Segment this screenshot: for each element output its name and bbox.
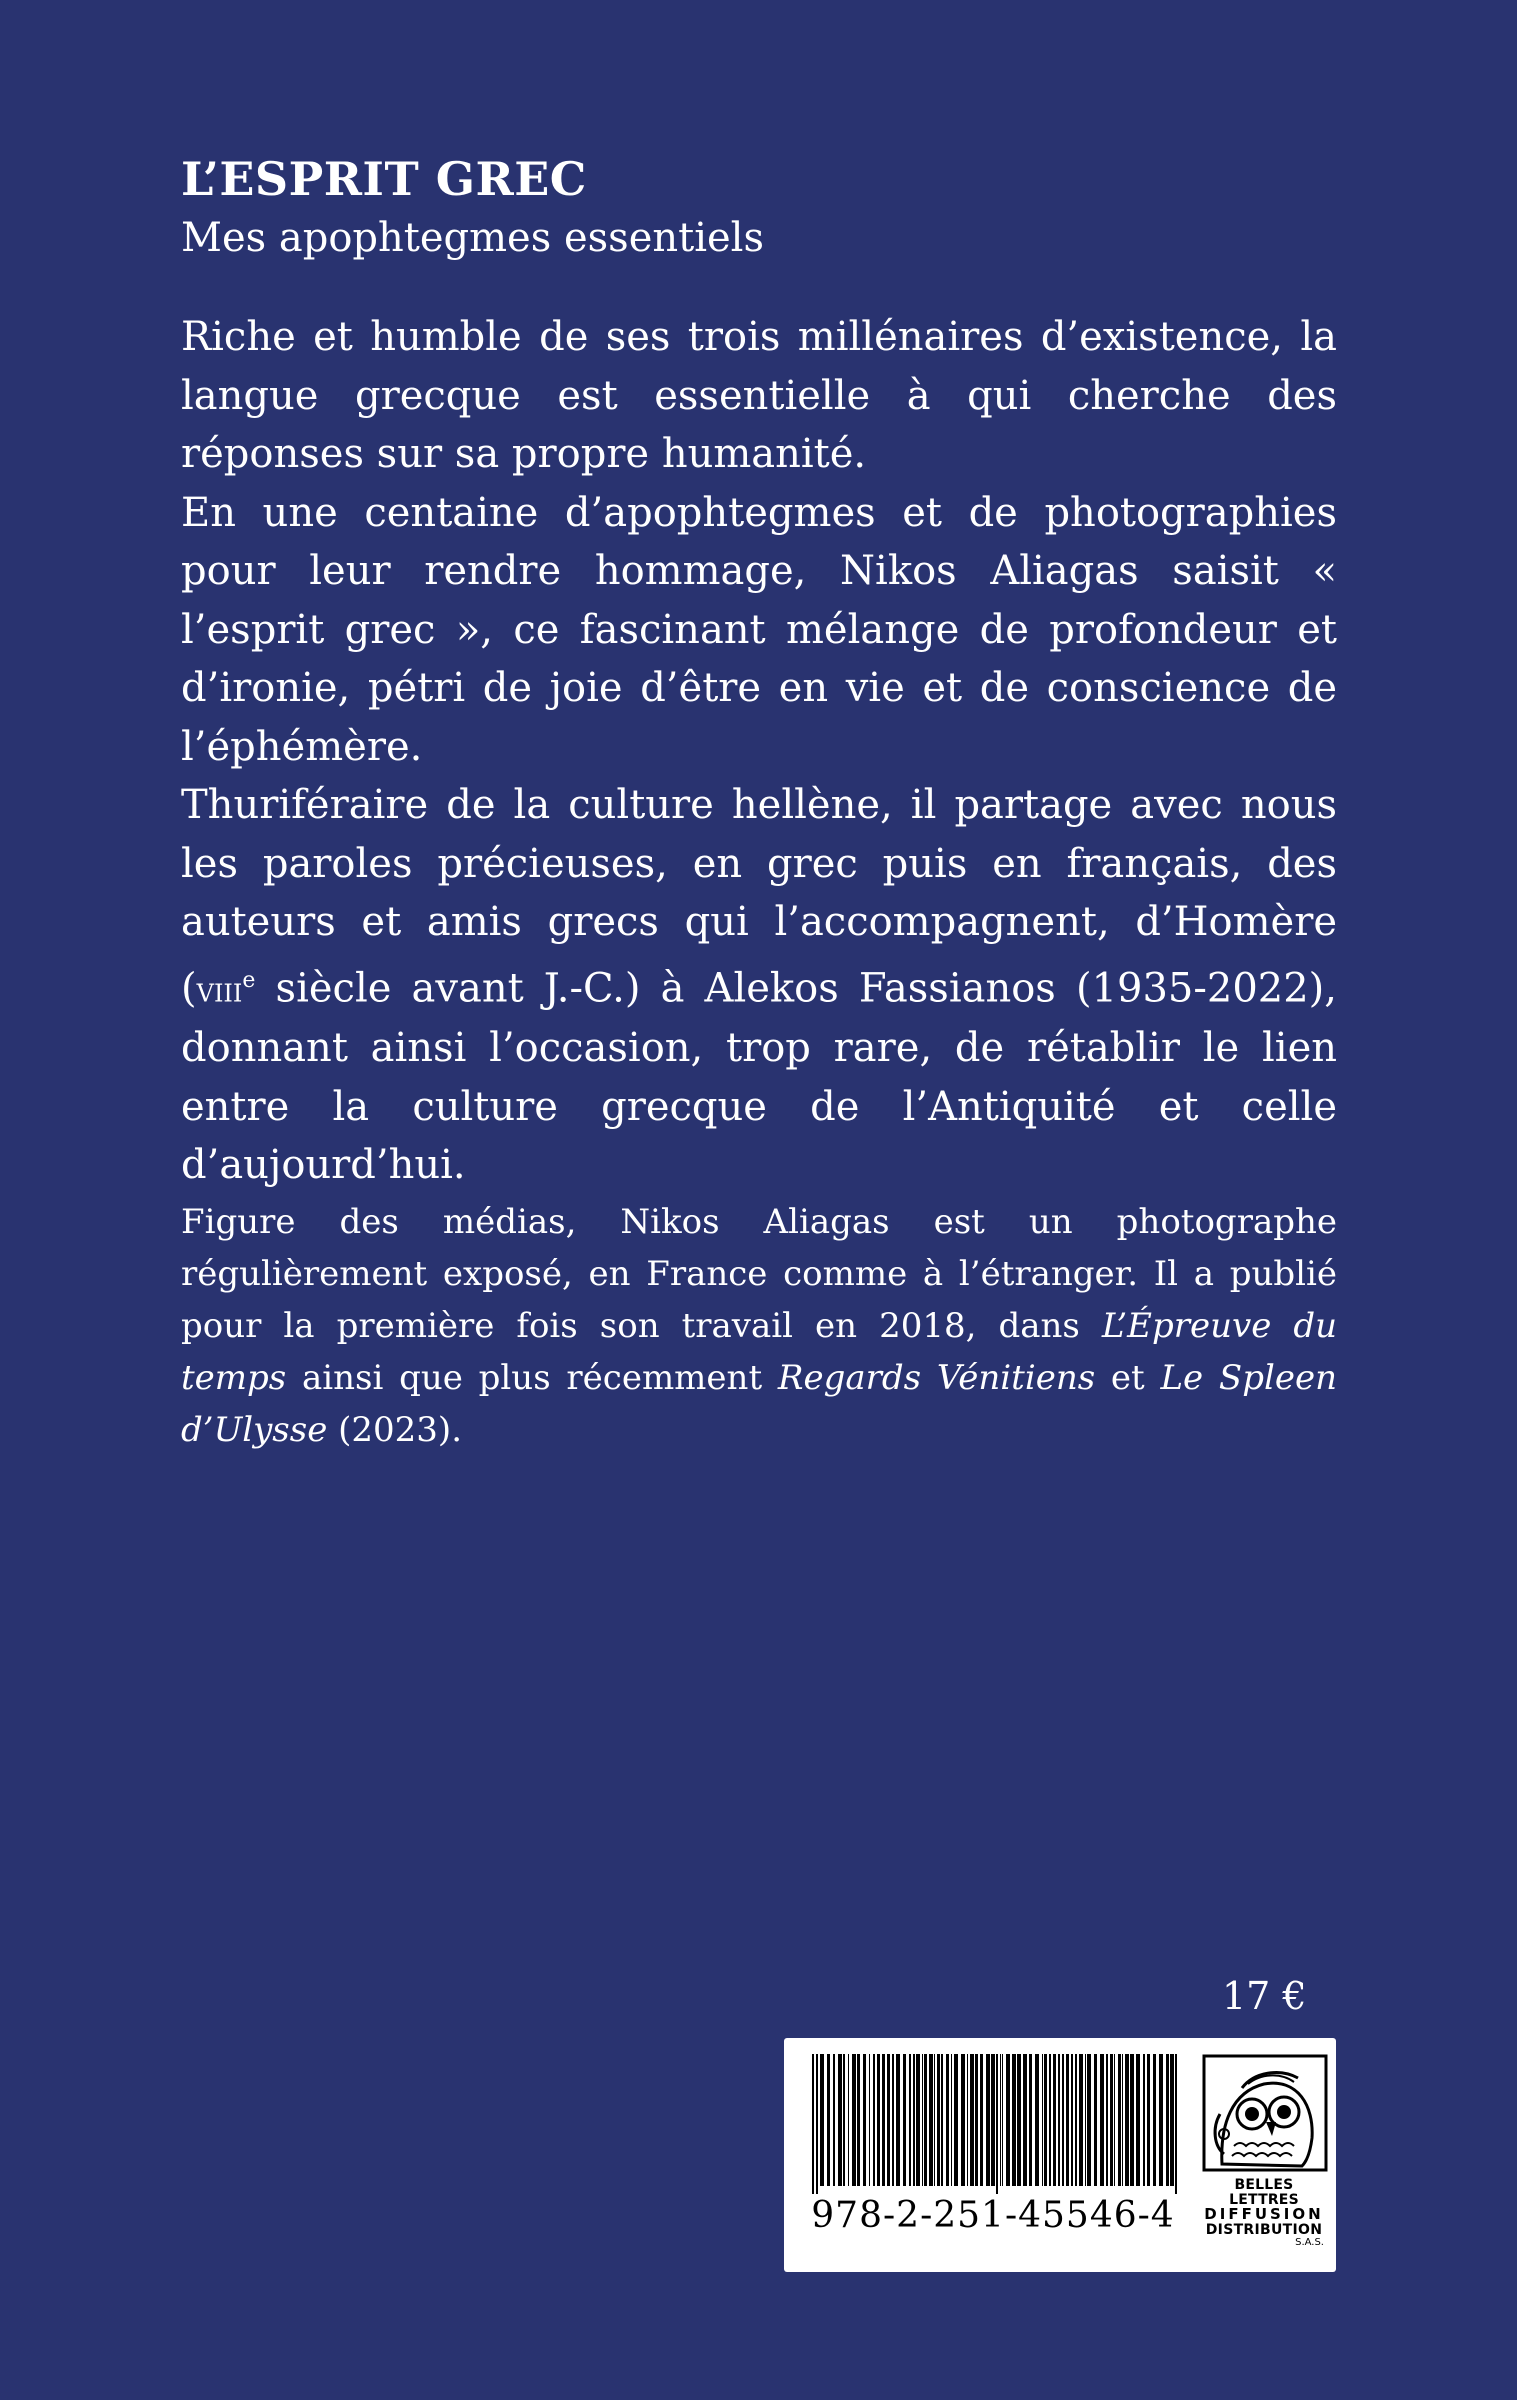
blurb-paragraph-2: En une centaine d’apophtegmes et de photographies pour leur rendre hommage, Nikos Aliagas saisit « l’esprit grec », ce fascinant mélange de profondeur et d’ironie, pétri de joie d’être en vie et de conscience de l’éphémère.: [181, 489, 1337, 770]
bio-text-4: (2023).: [327, 1410, 462, 1450]
barcode-bar: [941, 2054, 943, 2186]
barcode-bar: [916, 2054, 920, 2186]
barcode-bar: [1075, 2054, 1077, 2186]
barcode-bar: [1042, 2054, 1043, 2186]
barcode-bar: [1049, 2054, 1051, 2186]
barcode-bar: [996, 2054, 998, 2194]
price: 17 €: [1222, 1974, 1307, 2018]
barcode-bar: [873, 2054, 875, 2186]
owl-logo-icon: [1202, 2054, 1328, 2172]
barcode-bar: [1159, 2054, 1163, 2186]
barcode-bar: [877, 2054, 880, 2186]
barcode-bar: [1062, 2054, 1064, 2186]
barcode-bar: [892, 2054, 894, 2186]
barcode-bar: [1053, 2054, 1056, 2186]
barcode-bar: [937, 2054, 940, 2186]
barcode-bar: [1000, 2054, 1001, 2186]
barcode-bar: [882, 2054, 885, 2186]
barcode-bar: [887, 2054, 890, 2186]
barcode-bar: [1106, 2054, 1108, 2186]
book-subtitle: Mes apophtegmes essentiels: [181, 215, 764, 261]
barcode-bar: [827, 2054, 830, 2186]
barcode-bar: [1170, 2054, 1174, 2186]
barcode-bar: [1071, 2054, 1073, 2186]
barcode-bar: [954, 2054, 958, 2186]
blurb-paragraph-1: Riche et humble de ses trois millénaires d’existence, la langue grecque est essentielle à qui cherche des réponses sur sa propre humanité.: [181, 314, 1337, 477]
barcode-bar: [1147, 2054, 1150, 2186]
publisher-line-2: DIFFUSION: [1204, 2205, 1324, 2224]
publisher-name: [1200, 2178, 1328, 2248]
barcode: [810, 2054, 1182, 2194]
century-superscript: e: [242, 967, 256, 993]
barcode-bar: [1143, 2054, 1145, 2186]
barcode-bar: [1002, 2054, 1003, 2186]
blurb-p3-after: siècle avant J.-C.) à Alekos Fassianos (1935-2022), donnant ainsi l’occasion, trop rare, de rétablir le lien entre la culture grecque de l’Antiquité et celle d’aujourd’hui.: [181, 964, 1337, 1189]
century-numeral: viii: [196, 969, 243, 1010]
barcode-bar: [909, 2054, 911, 2186]
barcode-bar: [1166, 2054, 1169, 2186]
barcode-bar: [929, 2054, 933, 2186]
barcode-bar: [1110, 2054, 1113, 2186]
bio-title-3: Le Spleen d’Ulysse: [181, 1358, 1337, 1450]
barcode-bar: [913, 2054, 915, 2186]
barcode-bar: [843, 2054, 845, 2186]
barcode-bar: [1094, 2054, 1097, 2186]
bio-text-3: et: [1095, 1358, 1161, 1398]
barcode-bar: [980, 2054, 983, 2186]
book-title: L’ESPRIT GREC: [181, 152, 587, 206]
barcode-bar: [1085, 2054, 1086, 2186]
barcode-bar: [1100, 2054, 1104, 2186]
barcode-bar: [1079, 2054, 1083, 2186]
barcode-bar: [1017, 2054, 1021, 2186]
barcode-bar: [975, 2054, 978, 2186]
barcode-bar: [1122, 2054, 1123, 2186]
barcode-bar: [848, 2054, 849, 2186]
barcode-bar: [816, 2054, 818, 2194]
barcode-bar: [991, 2054, 995, 2186]
barcode-bar: [922, 2054, 923, 2186]
blurb: [181, 308, 1337, 1195]
barcode-bar: [951, 2054, 952, 2186]
barcode-bar: [1087, 2054, 1091, 2186]
barcode-bar: [1012, 2054, 1016, 2186]
barcode-bar: [924, 2054, 927, 2186]
barcode-bar: [1153, 2054, 1156, 2186]
barcode-bar: [903, 2054, 906, 2186]
barcode-bar: [970, 2054, 974, 2186]
barcode-bar: [869, 2054, 870, 2186]
barcode-bar: [1125, 2054, 1129, 2186]
barcode-bar: [1044, 2054, 1047, 2186]
barcode-bar: [934, 2054, 935, 2186]
barcode-bar: [838, 2054, 842, 2186]
publisher-line-4: S.A.S.: [1295, 2236, 1324, 2248]
barcode-bar: [857, 2054, 860, 2186]
barcode-bar: [812, 2054, 814, 2194]
barcode-bar: [986, 2054, 990, 2186]
barcode-bar: [1035, 2054, 1039, 2186]
barcode-bar: [1029, 2054, 1032, 2186]
barcode-bar: [863, 2054, 866, 2186]
barcode-bar: [967, 2054, 968, 2186]
barcode-bar: [833, 2054, 835, 2186]
barcode-bar: [1118, 2054, 1121, 2186]
barcode-bar: [1175, 2054, 1177, 2194]
barcode-bar: [946, 2054, 949, 2186]
bio-text-1: Figure des médias, Nikos Aliagas est un photographe régulièrement exposé, en France comme à l’étranger. Il a publié pour la première fois son travail en 2018, dans: [181, 1202, 1337, 1346]
blurb-paragraph-3: [181, 776, 1337, 1195]
publisher-line-1: BELLES LETTRES: [1229, 2177, 1299, 2208]
bio-title-1: L’Épreuve du temps: [181, 1306, 1338, 1398]
barcode-bar: [1006, 2054, 1010, 2186]
barcode-bar: [1066, 2054, 1069, 2186]
barcode-bar: [1136, 2054, 1140, 2186]
barcode-bar: [1130, 2054, 1134, 2186]
barcode-bar: [1023, 2054, 1027, 2186]
author-bio: [181, 1196, 1337, 1456]
barcode-bar: [820, 2054, 824, 2186]
barcode-bar: [896, 2054, 900, 2186]
barcode-bar: [1058, 2054, 1060, 2186]
bio-text-2: ainsi que plus récemment: [286, 1358, 778, 1398]
bio-title-2: Regards Vénitiens: [777, 1358, 1096, 1398]
isbn-number: 978-2-251-45546-4: [811, 2195, 1175, 2236]
blurb-p3-before: Thuriféraire de la culture hellène, il partage avec nous les paroles précieuses, en grec puis en français, des auteurs et amis grecs qui l’accompagnent, d’Homère (: [181, 782, 1337, 1011]
publisher-line-3: DISTRIBUTION: [1205, 2222, 1323, 2239]
barcode-label: [784, 2038, 1336, 2272]
barcode-bar: [852, 2054, 856, 2186]
barcode-bar: [961, 2054, 965, 2186]
barcode-bar: [1114, 2054, 1115, 2186]
